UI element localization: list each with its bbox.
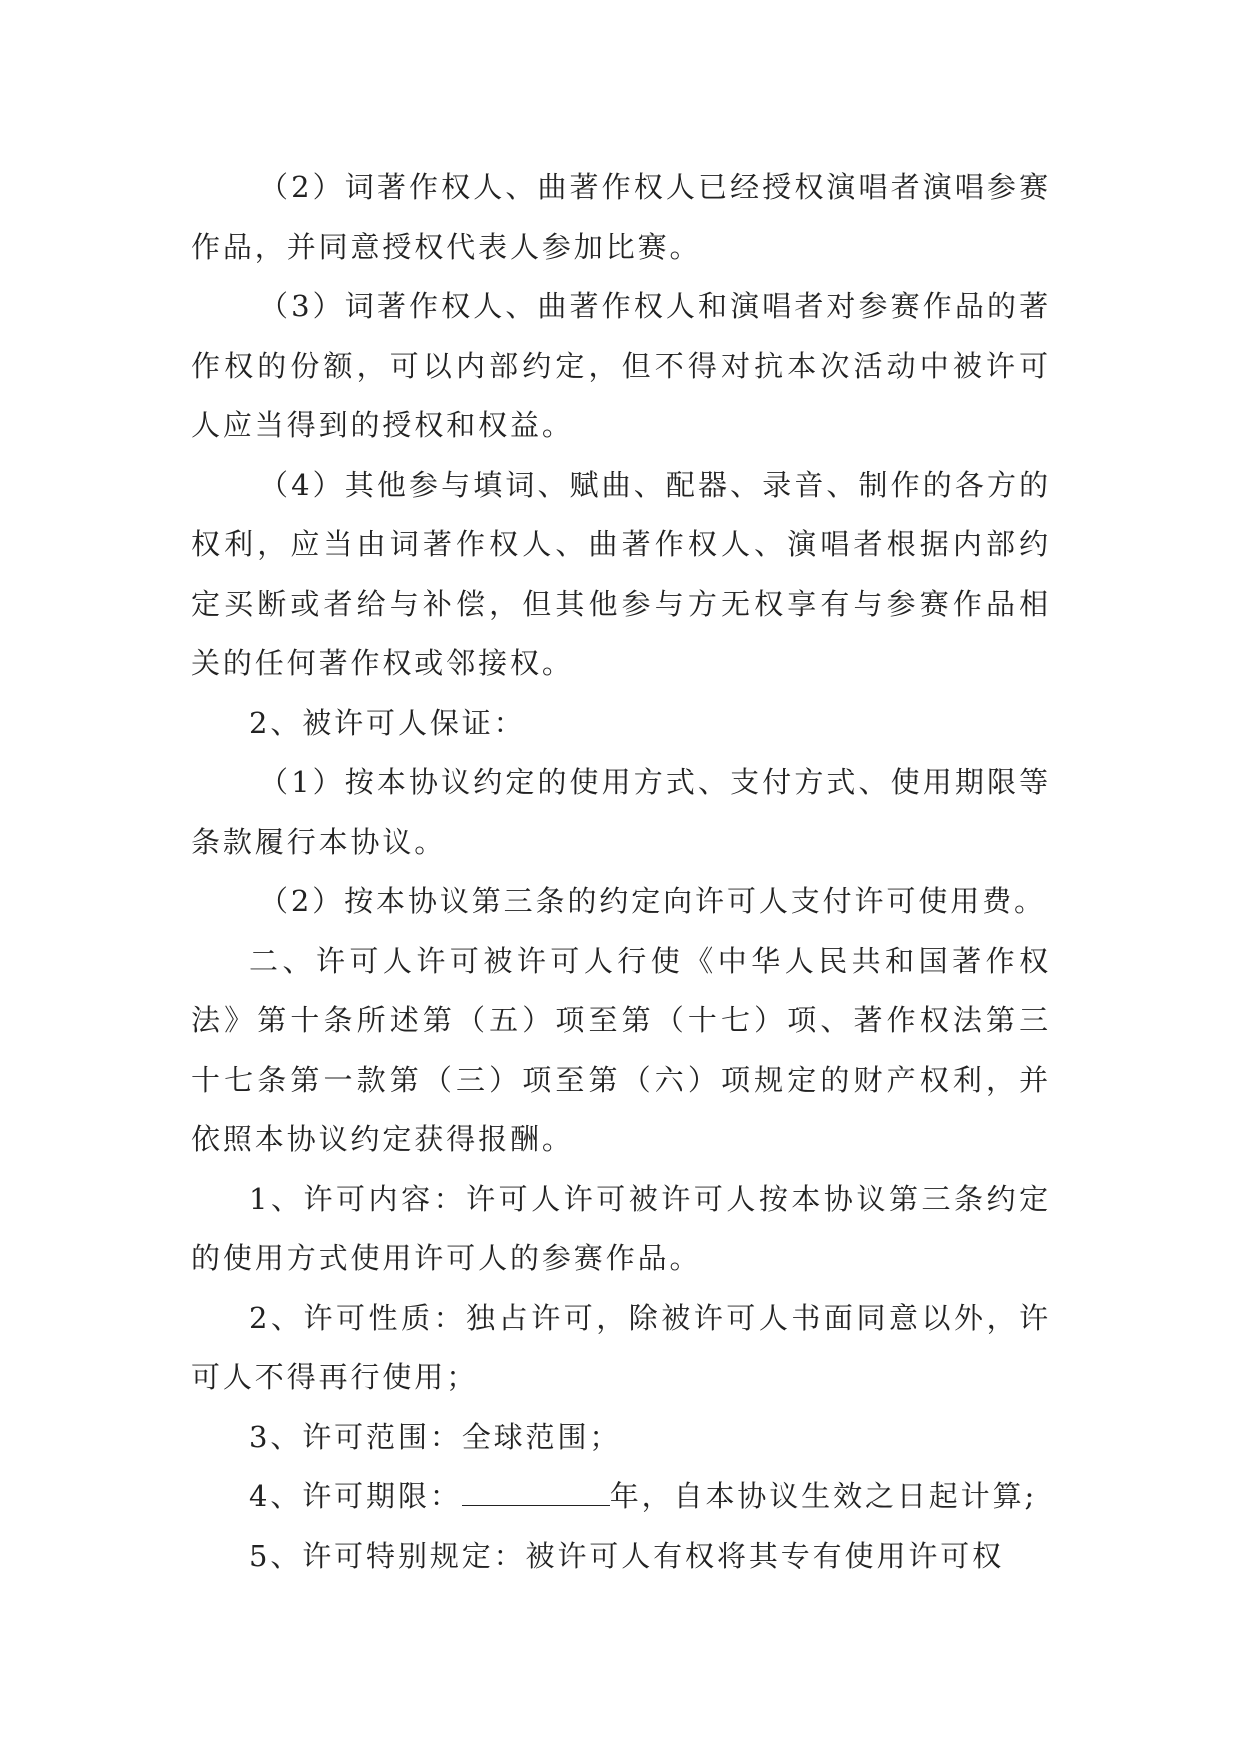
clause-heading: 2、被许可人保证： — [249, 705, 526, 740]
clause-paragraph: （4）其他参与填词、赋曲、配器、录音、制作的各方的权利，应当由词著作权人、曲著作权人、演唱者根据内部约定买断或者给与补偿，但其他参与方无权享有与参赛作品相关的任何著作权或邻接权。 — [191, 467, 1051, 680]
clause-paragraph: 1、许可内容：许可人许可被许可人按本协议第三条约定的使用方式使用许可人的参赛作品。 — [191, 1181, 1051, 1275]
clause-paragraph-term — [191, 1467, 1051, 1527]
clause-paragraph: （2）按本协议第三条的约定向许可人支付许可使用费。 — [259, 884, 1046, 918]
clause-paragraph: （1）按本协议约定的使用方式、支付方式、使用期限等条款履行本协议。 — [191, 765, 1051, 859]
clause-paragraph: 3、许可范围：全球范围； — [249, 1419, 622, 1454]
clause-paragraph: （2）词著作权人、曲著作权人已经授权演唱者演唱参赛作品，并同意授权代表人参加比赛。 — [191, 170, 1051, 264]
section-paragraph: 二、许可人许可被许可人行使《中华人民共和国著作权法》第十条所述第（五）项至第（十七）项、著作权法第三十七条第一款第（三）项至第（六）项规定的财产权利，并依照本协议约定获得报酬。 — [191, 943, 1051, 1156]
term-label: 4、许可期限： — [249, 1479, 462, 1513]
term-suffix: 年，自本协议生效之日起计算; — [609, 1479, 1038, 1513]
clause-paragraph: 5、许可特别规定：被许可人有权将其专有使用许可权 — [249, 1538, 1005, 1573]
clause-paragraph: 2、许可性质：独占许可，除被许可人书面同意以外，许可人不得再行使用； — [191, 1300, 1051, 1394]
term-blank-line — [462, 1477, 610, 1506]
document-body — [191, 158, 1051, 1586]
clause-paragraph: （3）词著作权人、曲著作权人和演唱者对参赛作品的著作权的份额，可以内部约定，但不得对抗本次活动中被许可人应当得到的授权和权益。 — [191, 289, 1051, 442]
